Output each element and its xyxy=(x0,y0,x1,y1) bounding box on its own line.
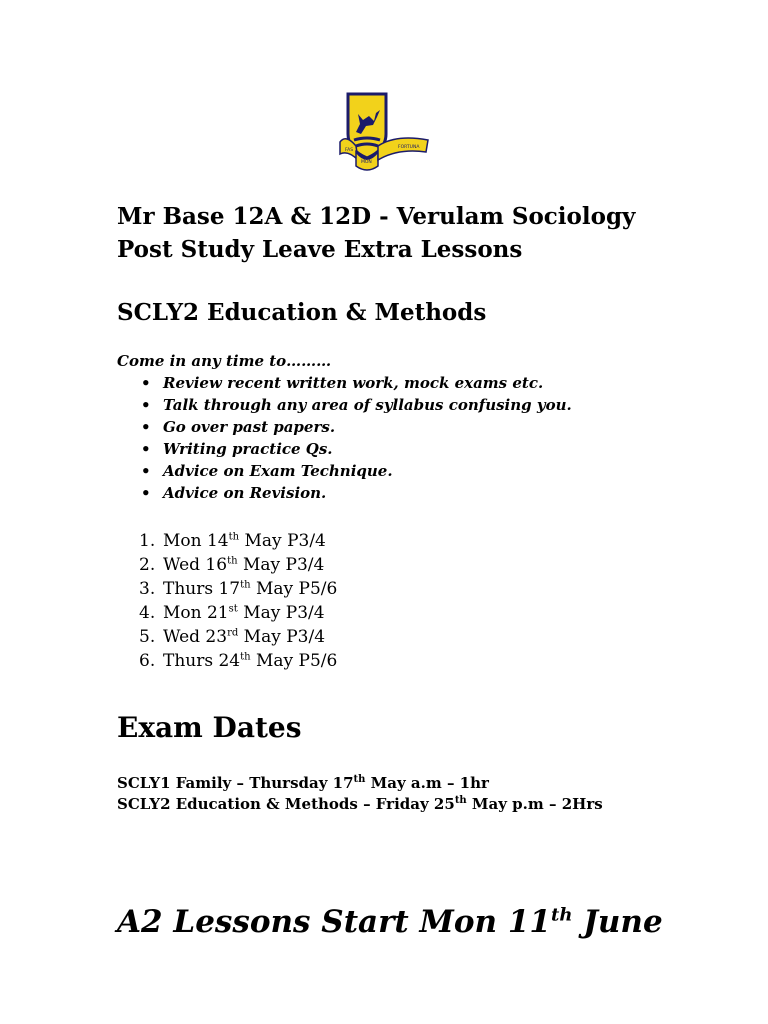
a2-month: June xyxy=(572,904,663,940)
session-ordinal: th xyxy=(240,579,251,591)
session-item xyxy=(117,625,337,649)
exam-time: May a.m – 1hr xyxy=(365,774,489,792)
title-line-1: Mr Base 12A & 12D - Verulam Sociology xyxy=(117,203,636,230)
session-day: Wed 16 xyxy=(163,555,228,575)
exam-time: May p.m – 2Hrs xyxy=(466,795,603,813)
session-ordinal: th xyxy=(228,531,240,543)
session-list xyxy=(117,529,337,673)
session-day: Thurs 24 xyxy=(163,651,241,671)
activity-item: • Review recent written work, mock exams etc. xyxy=(117,372,572,394)
school-crest-logo xyxy=(336,90,432,174)
session-ordinal: st xyxy=(228,603,238,615)
crest-motto-left: FAS xyxy=(345,148,354,153)
session-day: Mon 21 xyxy=(163,603,229,623)
session-item xyxy=(117,577,337,601)
session-item xyxy=(117,529,337,553)
session-period: May P3/4 xyxy=(237,603,325,623)
session-number: 6. xyxy=(139,651,156,671)
session-number: 3. xyxy=(139,579,156,599)
exam-ordinal: th xyxy=(454,795,467,806)
session-number: 4. xyxy=(139,603,156,623)
session-day: Wed 23 xyxy=(163,627,228,647)
session-period: May P3/4 xyxy=(237,555,325,575)
session-item xyxy=(117,601,337,625)
session-item xyxy=(117,649,337,673)
exam-dates-heading: Exam Dates xyxy=(117,711,302,744)
crest-motto-mid: MON xyxy=(361,160,372,165)
session-period: May P3/4 xyxy=(238,627,326,647)
exam-ordinal: th xyxy=(353,774,366,785)
title-line-2: Post Study Leave Extra Lessons xyxy=(117,236,523,263)
a2-text: A2 Lessons Start Mon 11 xyxy=(117,904,551,940)
session-day: Mon 14 xyxy=(163,531,229,551)
a2-lessons-start xyxy=(117,899,663,945)
session-day: Thurs 17 xyxy=(163,579,241,599)
exam-name: SCLY1 Family – Thursday 17 xyxy=(117,774,354,792)
session-number: 1. xyxy=(139,531,156,551)
exam-list xyxy=(117,773,603,815)
session-ordinal: rd xyxy=(227,627,239,639)
exam-item xyxy=(117,794,603,815)
session-ordinal: th xyxy=(240,651,251,663)
session-item xyxy=(117,553,337,577)
a2-ordinal: th xyxy=(551,904,573,926)
subject-heading: SCLY2 Education & Methods xyxy=(117,299,487,326)
activity-item: • Advice on Revision. xyxy=(117,482,572,504)
session-period: May P5/6 xyxy=(250,579,338,599)
session-period: May P3/4 xyxy=(239,531,326,551)
session-number: 2. xyxy=(139,555,156,575)
session-period: May P5/6 xyxy=(250,651,338,671)
activity-list xyxy=(117,372,572,504)
session-ordinal: th xyxy=(227,555,238,567)
page-title xyxy=(117,200,635,266)
activity-item: • Talk through any area of syllabus confusing you. xyxy=(117,394,572,416)
crest-motto-right: FORTUNA xyxy=(398,145,420,150)
activity-item: • Go over past papers. xyxy=(117,416,572,438)
exam-item xyxy=(117,773,603,794)
activity-item: • Advice on Exam Technique. xyxy=(117,460,572,482)
session-number: 5. xyxy=(139,627,156,647)
exam-name: SCLY2 Education & Methods – Friday 25 xyxy=(117,795,455,813)
intro-text: Come in any time to……… xyxy=(117,352,332,370)
activity-item: • Writing practice Qs. xyxy=(117,438,572,460)
